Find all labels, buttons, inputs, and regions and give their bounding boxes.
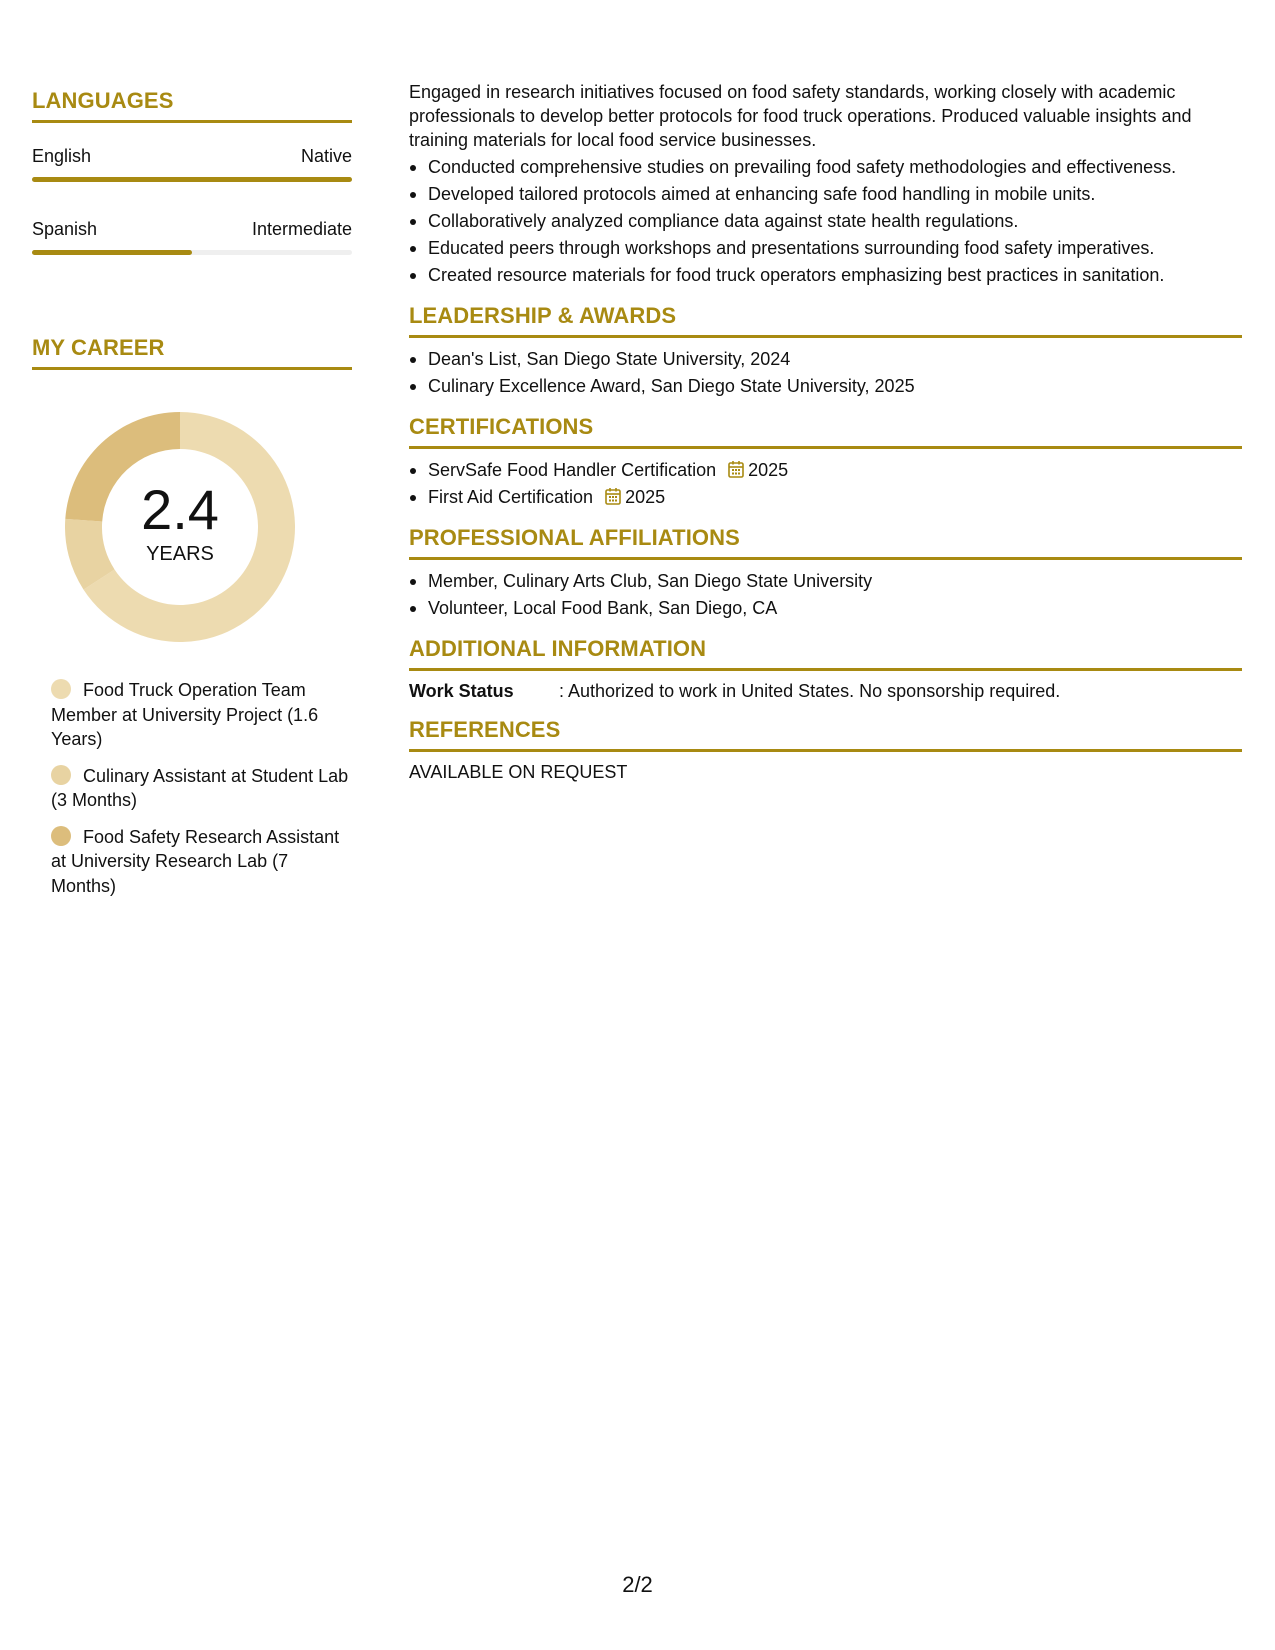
language-proficiency-bar [32,250,352,255]
leadership-section [409,303,1242,400]
language-proficiency-fill [32,250,192,255]
certification-item [409,484,1242,511]
list-item: Volunteer, Local Food Bank, San Diego, CA [409,595,1242,622]
list-item: Member, Culinary Arts Club, San Diego State University [409,568,1242,595]
language-name: English [32,146,92,166]
list-item: Dean's List, San Diego State University, 2024 [409,346,1242,373]
career-legend-item [51,825,351,899]
language-proficiency-fill [32,177,352,182]
language-item-spanish [32,218,352,255]
page-number: 2/2 [622,1572,653,1597]
career-legend [51,678,351,898]
affiliations-title: PROFESSIONAL AFFILIATIONS [409,525,1242,560]
language-level: Native [300,146,352,166]
references-title: REFERENCES [409,717,1242,752]
career-legend-label: Food Safety Research Assistant at University Research Lab (7 Months) [51,826,340,896]
career-legend-item [51,678,351,752]
legend-dot-icon [51,826,71,846]
experience-description: Engaged in research initiatives focused on food safety standards, working closely with academic professionals to develop better protocols for food truck operations. Produced valuable insights and training materials for local food service businesses. [409,82,1192,150]
certifications-section [409,414,1242,511]
career-legend-label: Food Truck Operation Team Member at University Project (1.6 Years) [51,680,319,749]
list-item: Collaboratively analyzed compliance data against state health regulations. [409,208,1242,235]
additional-info-section [409,636,1242,703]
career-title: MY CAREER [32,335,352,370]
calendar-icon [728,460,744,478]
language-name: Spanish [32,219,98,239]
calendar-icon [605,487,621,505]
work-status-value: : Authorized to work in United States. No sponsorship required. [559,681,1061,701]
career-donut-chart [65,412,295,642]
career-total-unit: YEARS [146,543,214,565]
references-text: AVAILABLE ON REQUEST [409,762,628,782]
certifications-title: CERTIFICATIONS [409,414,1242,449]
list-item: Conducted comprehensive studies on prevailing food safety methodologies and effectiveness. [409,154,1242,181]
additional-info-title: ADDITIONAL INFORMATION [409,636,1242,671]
references-section [409,717,1242,784]
work-status-label: Work Status [409,681,514,701]
languages-title: LANGUAGES [32,88,352,123]
certification-name: ServSafe Food Handler Certification [428,460,717,480]
certification-item [409,457,1242,484]
affiliations-section [409,525,1242,622]
career-legend-item [51,764,351,813]
list-item: Educated peers through workshops and presentations surrounding food safety imperatives. [409,235,1242,262]
legend-dot-icon [51,765,71,785]
language-proficiency-bar [32,177,352,182]
experience-bullets [409,154,1242,289]
career-legend-label: Culinary Assistant at Student Lab (3 Months) [51,765,349,810]
list-item: Culinary Excellence Award, San Diego State University, 2025 [409,373,1242,400]
legend-dot-icon [51,679,71,699]
certification-year: 2025 [748,460,789,480]
career-total-value: 2.4 [141,478,219,541]
left-column [32,88,352,910]
leadership-title: LEADERSHIP & AWARDS [409,303,1242,338]
certification-name: First Aid Certification [428,487,594,507]
certification-year: 2025 [625,487,666,507]
language-level: Intermediate [251,219,352,239]
language-item-english [32,145,352,182]
list-item: Developed tailored protocols aimed at enhancing safe food handling in mobile units. [409,181,1242,208]
right-column [409,80,1242,784]
list-item: Created resource materials for food truck operators emphasizing best practices in sanitation. [409,262,1242,289]
